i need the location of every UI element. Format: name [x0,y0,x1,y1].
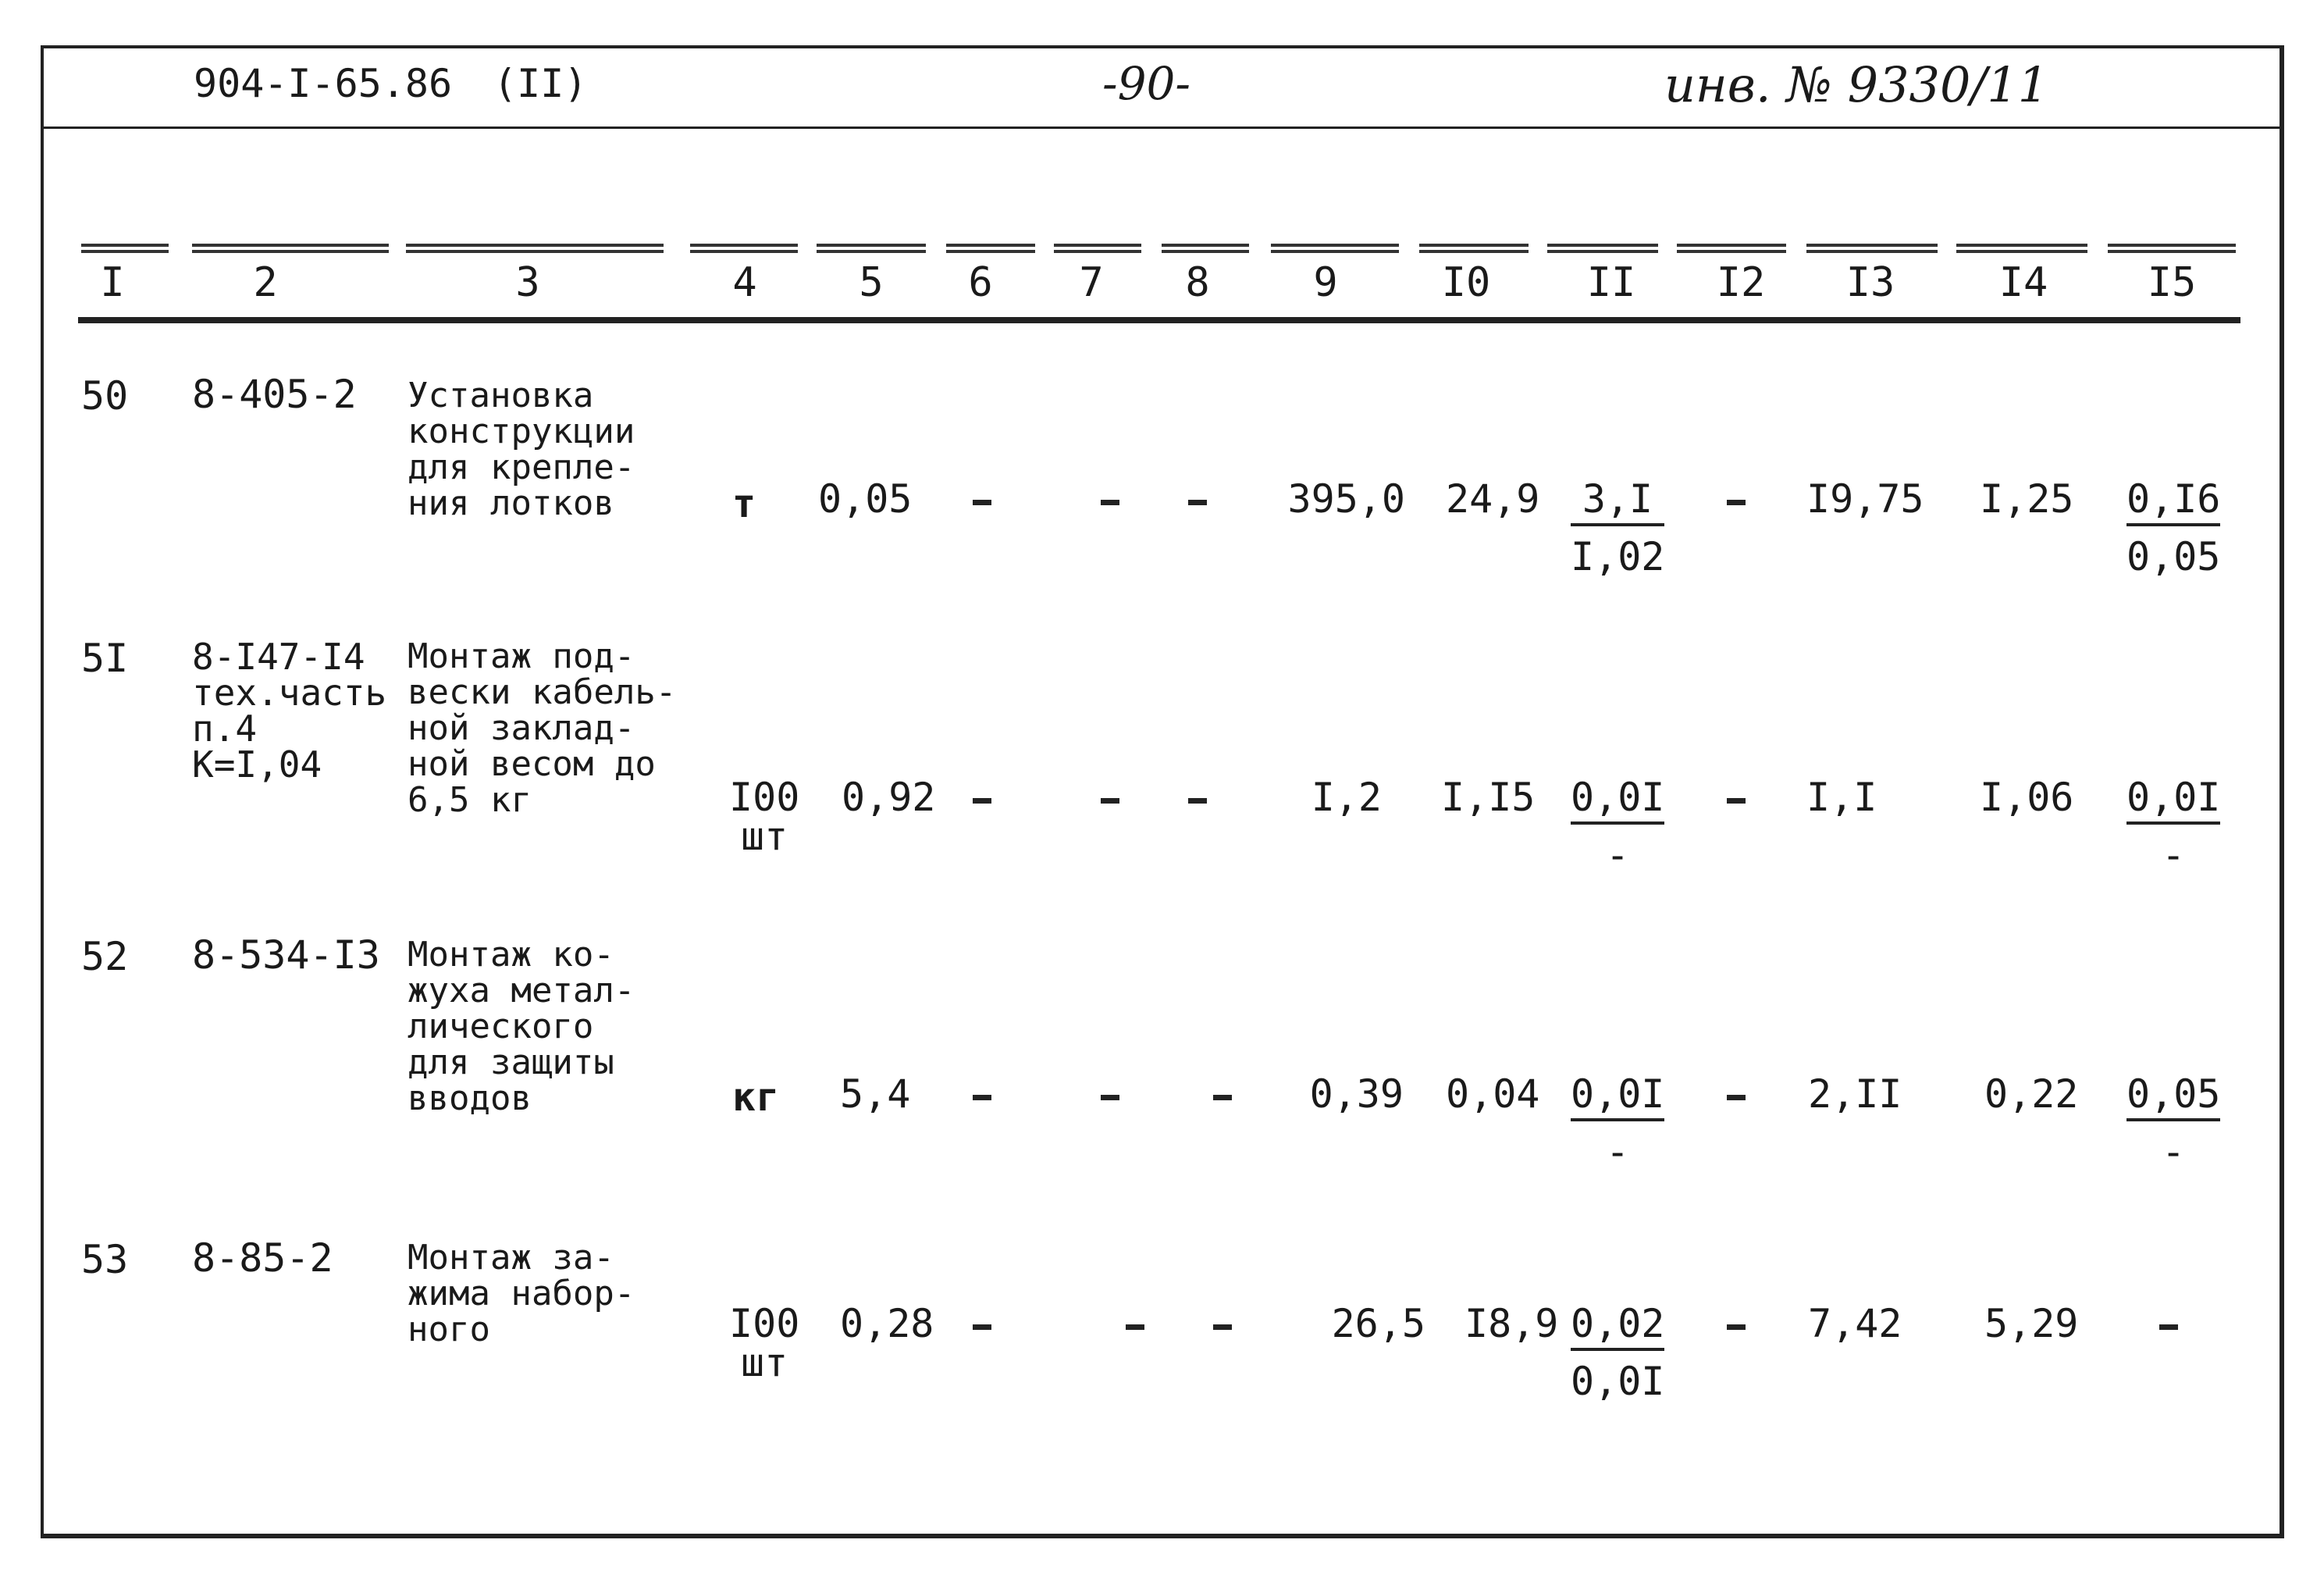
row-c15-numerator: 0,05 [2126,1075,2220,1121]
col-rule [81,244,169,253]
row-c8 [1188,798,1207,804]
row-c10: 0,04 [1446,1071,1540,1117]
page-number: -90- [1102,57,1190,110]
row-c9: 26,5 [1331,1301,1425,1346]
row-c11-fraction [1571,1071,1665,1174]
row-c11-numerator: 0,0I [1571,778,1664,825]
row-c11-numerator: 3,I [1571,479,1664,526]
row-c9: 395,0 [1287,476,1405,522]
row-c13: I9,75 [1806,476,1924,522]
row-unit: т [732,481,756,526]
col-number-5: 5 [859,259,884,306]
col-rule [1806,244,1938,253]
col-rule [1419,244,1529,253]
row-code: 8-534-I3 [192,932,380,978]
row-c11-denominator: I,02 [1571,534,1665,579]
row-c14: 5,29 [1984,1301,2079,1346]
row-c11-denominator: - [1605,1129,1630,1174]
row-c8 [1188,500,1207,505]
row-c11-denominator: - [1605,832,1630,878]
row-unit: кг [732,1075,780,1120]
col-rule [1162,244,1249,253]
page-frame [41,45,2284,1538]
col-number-9: 9 [1313,259,1338,306]
row-description: Монтаж ко- жуха метал- лического для защиты вводов [408,935,635,1118]
row-number: 53 [81,1237,129,1282]
row-c6 [973,1095,991,1100]
row-c7 [1101,500,1119,505]
row-c13: 2,II [1808,1071,1902,1117]
col-number-13: I3 [1845,259,1895,306]
row-c8 [1213,1324,1232,1330]
row-c12 [1727,1324,1746,1330]
row-c10: I8,9 [1465,1301,1559,1346]
row-number: 52 [81,934,129,979]
col-rule [1677,244,1786,253]
inventory-number: инв. № 9330/11 [1664,56,2049,113]
header-divider [41,127,2284,129]
row-c15-numerator: 0,I6 [2126,479,2220,526]
col-number-4: 4 [732,259,757,306]
row-c10: 24,9 [1446,476,1540,522]
col-number-1: I [100,259,125,306]
row-c12 [1727,1095,1746,1100]
row-quantity: 0,92 [842,775,936,820]
col-number-15: I5 [2147,259,2197,306]
col-number-12: I2 [1716,259,1766,306]
row-c9: 0,39 [1309,1071,1404,1117]
col-number-2: 2 [253,259,278,306]
row-c15-fraction [2126,476,2221,579]
row-c14: I,06 [1980,775,2074,820]
col-number-14: I4 [1998,259,2048,306]
col-rule [1271,244,1399,253]
col-rule [1054,244,1141,253]
row-c15-denominator: - [2161,832,2186,878]
col-rule [192,244,389,253]
row-c6 [973,500,991,505]
row-c7 [1126,1324,1144,1330]
row-c12 [1727,500,1746,505]
col-rule [406,244,664,253]
doc-part: (II) [493,61,588,106]
col-number-7: 7 [1079,259,1104,306]
header-rule [78,317,2240,323]
row-c15-numerator: 0,0I [2126,778,2220,825]
col-number-10: I0 [1441,259,1491,306]
col-rule [1547,244,1658,253]
row-number: 5I [81,636,129,681]
row-c6 [973,798,991,804]
doc-code: 904-I-65.86 [194,61,453,106]
row-c13: I,I [1806,775,1877,820]
row-c11-numerator: 0,02 [1571,1304,1664,1351]
row-code: 8-85-2 [192,1235,333,1281]
row-c15-fraction [2126,775,2221,878]
col-number-11: II [1586,259,1636,306]
row-c14: 0,22 [1984,1071,2079,1117]
row-c15-denominator: - [2161,1129,2186,1174]
row-c10: I,I5 [1441,775,1536,820]
col-number-6: 6 [968,259,993,306]
row-c11-numerator: 0,0I [1571,1075,1664,1121]
row-number: 50 [81,373,129,419]
row-quantity: 0,28 [840,1301,934,1346]
row-unit: I00 шт [729,775,800,859]
row-code: 8-I47-I4 тех.часть п.4 К=I,04 [192,636,387,786]
row-c6 [973,1324,991,1330]
row-c7 [1101,798,1119,804]
row-c13: 7,42 [1808,1301,1902,1346]
row-c7 [1101,1095,1119,1100]
row-code: 8-405-2 [192,372,357,417]
row-description: Монтаж под- вески кабель- ной заклад- ной весом до 6,5 кг [408,636,677,820]
col-rule [690,244,798,253]
row-quantity: 5,4 [840,1071,911,1117]
row-unit: I00 шт [729,1301,800,1385]
col-number-3: 3 [515,259,540,306]
row-c11-fraction [1571,1301,1665,1404]
col-rule [817,244,926,253]
row-c11-fraction [1571,476,1665,579]
col-rule [946,244,1035,253]
row-c15 [2159,1324,2178,1330]
row-c11-fraction [1571,775,1665,878]
col-rule [1956,244,2087,253]
row-description: Установка конструкции для крепле- ния лотков [408,376,635,523]
row-c14: I,25 [1980,476,2074,522]
row-c8 [1213,1095,1232,1100]
row-c9: I,2 [1311,775,1382,820]
row-c12 [1727,798,1746,804]
row-quantity: 0,05 [818,476,913,522]
col-number-8: 8 [1185,259,1210,306]
row-c15-denominator: 0,05 [2126,534,2221,579]
row-c15-fraction [2126,1071,2221,1174]
row-description: Монтаж за- жима набор- ного [408,1238,635,1349]
col-rule [2108,244,2236,253]
row-c11-denominator: 0,0I [1571,1359,1665,1404]
